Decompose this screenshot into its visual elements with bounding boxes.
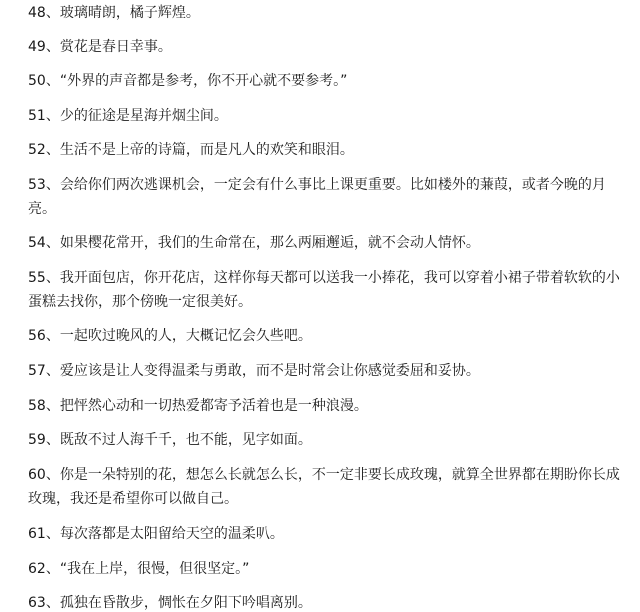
- item-number: 53、: [28, 177, 60, 193]
- item-text: 爱应该是让人变得温柔与勇敢，而不是时常会让你感觉委屈和妥协。: [59, 363, 480, 379]
- item-text: 生活不是上帝的诗篇，而是凡人的欢笑和眼泪。: [59, 142, 354, 158]
- item-text: 玻璃晴朗，橘子辉煌。: [59, 5, 200, 21]
- list-item: [28, 231, 624, 255]
- list-item: [28, 463, 624, 511]
- item-number: 55、: [28, 270, 60, 286]
- item-text: 赏花是春日幸事。: [59, 39, 172, 55]
- item-number: 57、: [28, 363, 60, 379]
- item-number: 50、: [28, 73, 60, 89]
- item-text: “外界的声音都是参考，你不开心就不要参考。”: [59, 73, 348, 89]
- item-text: 你是一朵特别的花，想怎么长就怎么长，不一定非要长成玫瑰，就算全世界都在期盼你长成玫瑰，我还是希望你可以做自己。: [28, 467, 620, 507]
- item-text: 把怦然心动和一切热爱都寄予活着也是一种浪漫。: [59, 398, 368, 414]
- list-item: [28, 522, 624, 546]
- item-number: 61、: [28, 526, 60, 542]
- item-number: 52、: [28, 142, 60, 158]
- item-text: 每次落都是太阳留给天空的温柔叭。: [59, 526, 284, 542]
- item-text: 如果樱花常开，我们的生命常在，那么两厢邂逅，就不会动人情怀。: [59, 235, 480, 251]
- list-item: [28, 173, 624, 221]
- item-text: “我在上岸，很慢，但很坚定。”: [59, 561, 250, 577]
- item-number: 48、: [28, 5, 60, 21]
- list-item: [28, 591, 624, 612]
- item-number: 51、: [28, 108, 60, 124]
- item-number: 60、: [28, 467, 60, 483]
- list-item: [28, 394, 624, 418]
- list-item: [28, 35, 624, 59]
- item-text: 既敌不过人海千千，也不能，见字如面。: [59, 432, 312, 448]
- list-item: [28, 428, 624, 452]
- item-text: 少的征途是星海并烟尘间。: [59, 108, 228, 124]
- list-item: [28, 138, 624, 162]
- list-item: [28, 324, 624, 348]
- list-item: [28, 69, 624, 93]
- item-number: 62、: [28, 561, 60, 577]
- item-number: 56、: [28, 328, 60, 344]
- list-item: [28, 359, 624, 383]
- list-item: [28, 557, 624, 581]
- item-number: 58、: [28, 398, 60, 414]
- item-number: 54、: [28, 235, 60, 251]
- item-number: 59、: [28, 432, 60, 448]
- list-item: [28, 1, 624, 25]
- item-text: 一起吹过晚风的人，大概记忆会久些吧。: [59, 328, 312, 344]
- list-item: [28, 104, 624, 128]
- item-number: 49、: [28, 39, 60, 55]
- list-item: [28, 266, 624, 314]
- item-number: 63、: [28, 595, 60, 611]
- item-text: 我开面包店，你开花店，这样你每天都可以送我一小捧花，我可以穿着小裙子带着软软的小蛋糕去找你，那个傍晚一定很美好。: [28, 270, 620, 310]
- item-text: 会给你们两次逃课机会，一定会有什么事比上课更重要。比如楼外的蒹葭，或者今晚的月亮。: [28, 177, 606, 217]
- item-text: 孤独在昏散步，惆怅在夕阳下吟唱离别。: [59, 595, 312, 611]
